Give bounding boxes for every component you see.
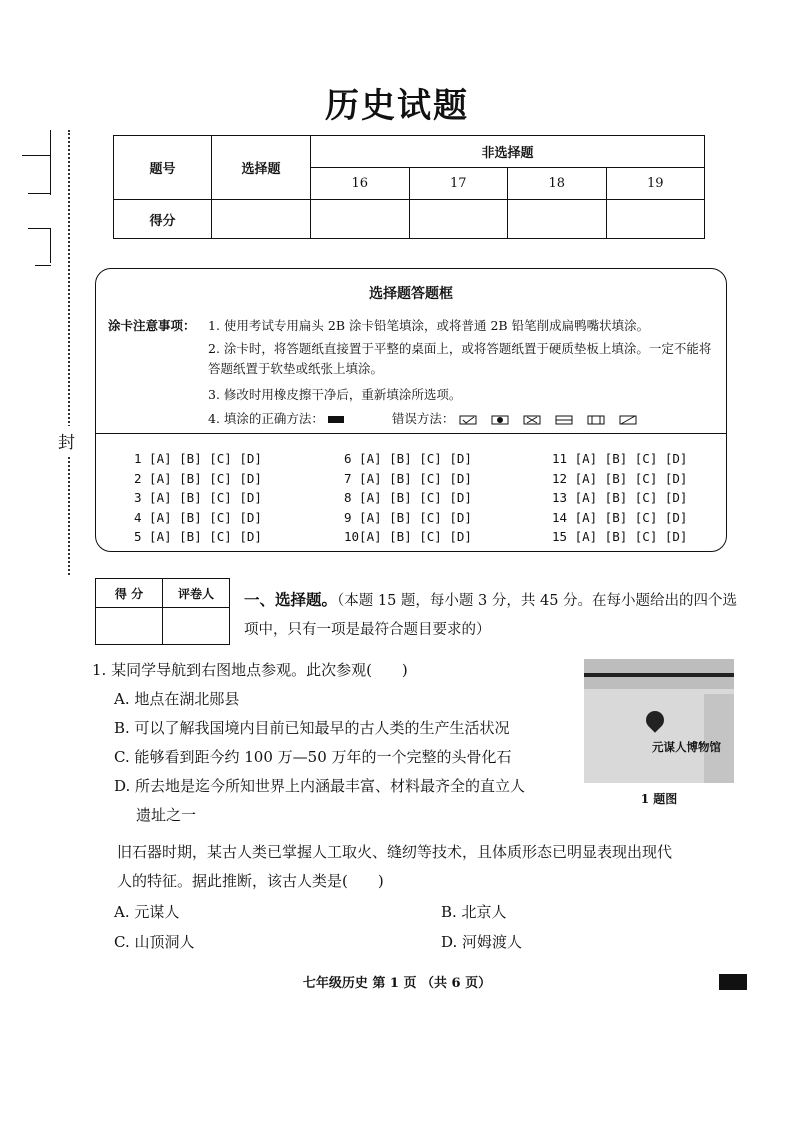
grader-score-cell[interactable] xyxy=(96,608,163,645)
notice-4 xyxy=(208,409,748,429)
score-cell-19[interactable] xyxy=(606,200,705,239)
grader-reviewer-cell[interactable] xyxy=(163,608,230,645)
answer-row-2[interactable]: 2 [A] [B] [C] [D] xyxy=(134,470,262,486)
binding-tick-2 xyxy=(50,228,51,263)
notice-label: 涂卡注意事项： xyxy=(108,318,196,333)
wrong-fill-icons xyxy=(458,414,648,426)
q2-stem-line1: 旧石器时期，某古人类已掌握人工取火、缝纫等技术，且体质形态已明显表现出现代 xyxy=(117,843,673,861)
map-pin-icon xyxy=(642,707,667,732)
header-nonchoice: 非选择题 xyxy=(311,136,705,168)
header-q18: 18 xyxy=(508,168,607,200)
q1-museum-photo xyxy=(584,659,734,783)
header-q16: 16 xyxy=(311,168,410,200)
score-cell-16[interactable] xyxy=(311,200,410,239)
q1-stem: 1. 某同学导航到右图地点参观。此次参观( ) xyxy=(92,661,408,679)
q1-option-a: A. 地点在湖北郧县 xyxy=(114,690,240,708)
answer-sheet-box xyxy=(95,268,727,552)
answer-row-9[interactable]: 9 [A] [B] [C] [D] xyxy=(344,509,472,525)
q1-option-d-cont: 遗址之一 xyxy=(136,806,197,824)
binding-mark-3 xyxy=(28,228,50,229)
correct-method-label: 4. 填涂的正确方法： xyxy=(208,411,324,426)
section-1-instructions xyxy=(244,585,739,645)
binding-seal-char: 封 xyxy=(58,426,75,455)
grader-score-label: 得 分 xyxy=(96,579,163,608)
header-q17: 17 xyxy=(409,168,508,200)
binding-mark-4 xyxy=(35,265,51,266)
q1-photo-caption: 1 题图 xyxy=(640,792,678,806)
score-cell-choice[interactable] xyxy=(212,200,311,239)
answer-column-1 xyxy=(134,449,262,547)
q2-option-d: D. 河姆渡人 xyxy=(441,933,523,951)
answer-row-5[interactable]: 5 [A] [B] [C] [D] xyxy=(134,529,262,544)
notice-3: 3. 修改时用橡皮擦干净后，重新填涂所选项。 xyxy=(208,387,462,402)
notice-2: 2. 涂卡时，将答题纸直接置于平整的桌面上，或将答题纸置于硬质垫板上填涂。一定不能将答题纸置于软垫或纸张上填涂。 xyxy=(208,341,712,376)
photo-label: 元谋人博物馆 xyxy=(652,740,721,754)
answer-row-12[interactable]: 12 [A] [B] [C] [D] xyxy=(552,470,688,486)
q1-option-c: C. 能够看到距今约 100 万—50 万年的一个完整的头骨化石 xyxy=(114,748,512,766)
binding-tick-1 xyxy=(50,130,51,195)
q2-option-b: B. 北京人 xyxy=(441,903,507,921)
answer-row-14[interactable]: 14 [A] [B] [C] [D] xyxy=(552,509,688,525)
answer-row-15[interactable]: 15 [A] [B] [C] [D] xyxy=(552,529,688,544)
score-cell-17[interactable] xyxy=(409,200,508,239)
q1-option-d: D. 所去地是迄今所知世界上内涵最丰富、材料最齐全的直立人 xyxy=(114,777,526,795)
answer-row-1[interactable]: 1 [A] [B] [C] [D] xyxy=(134,451,262,466)
score-cell-18[interactable] xyxy=(508,200,607,239)
answer-column-3 xyxy=(552,449,687,547)
header-tihao: 题号 xyxy=(114,136,212,200)
binding-mark-1 xyxy=(22,155,50,156)
row-label-score: 得分 xyxy=(114,200,212,239)
grader-table xyxy=(95,578,230,645)
q2-option-a: A. 元谋人 xyxy=(114,903,180,921)
header-choice: 选择题 xyxy=(212,136,311,200)
answer-box-title: 选择题答题框 xyxy=(369,286,453,302)
page-title: 历史试题 xyxy=(325,86,469,126)
section-1-desc: （本题 15 题，每小题 3 分，共 45 分。在每小题给出的四个选项中，只有一项是最符合题目要求的） xyxy=(244,593,738,638)
answer-row-7[interactable]: 7 [A] [B] [C] [D] xyxy=(344,470,472,486)
correct-fill-icon xyxy=(328,416,344,423)
grader-reviewer-label: 评卷人 xyxy=(163,579,230,608)
section-1-heading: 一、选择题。 xyxy=(244,590,338,609)
answer-column-2 xyxy=(344,449,472,547)
answer-row-10[interactable]: 10[A] [B] [C] [D] xyxy=(344,529,472,544)
binding-dotted-line xyxy=(68,130,70,575)
answer-box-divider xyxy=(96,433,726,434)
q1-option-b: B. 可以了解我国境内目前已知最早的古人类的生产生活状况 xyxy=(114,719,510,737)
answer-row-3[interactable]: 3 [A] [B] [C] [D] xyxy=(134,490,262,505)
q2-option-c: C. 山顶洞人 xyxy=(114,933,195,951)
notice-1: 1. 使用考试专用扁头 2B 涂卡铅笔填涂，或将普通 2B 铅笔削成扁鸭嘴状填涂。 xyxy=(208,318,650,333)
answer-row-6[interactable]: 6 [A] [B] [C] [D] xyxy=(344,451,472,466)
q2-stem-line2: 人的特征。据此推断，该古人类是( ) xyxy=(117,872,384,890)
score-table xyxy=(113,135,705,239)
page-footer: 七年级历史 第 1 页 （共 6 页） xyxy=(302,976,492,991)
answer-row-4[interactable]: 4 [A] [B] [C] [D] xyxy=(134,509,262,525)
binding-mark-2 xyxy=(28,193,50,194)
alignment-mark xyxy=(719,974,747,990)
answer-row-11[interactable]: 11 [A] [B] [C] [D] xyxy=(552,451,688,466)
wrong-method-label: 错误方法： xyxy=(391,411,455,426)
answer-row-13[interactable]: 13 [A] [B] [C] [D] xyxy=(552,490,688,505)
answer-row-8[interactable]: 8 [A] [B] [C] [D] xyxy=(344,490,472,505)
header-q19: 19 xyxy=(606,168,705,200)
